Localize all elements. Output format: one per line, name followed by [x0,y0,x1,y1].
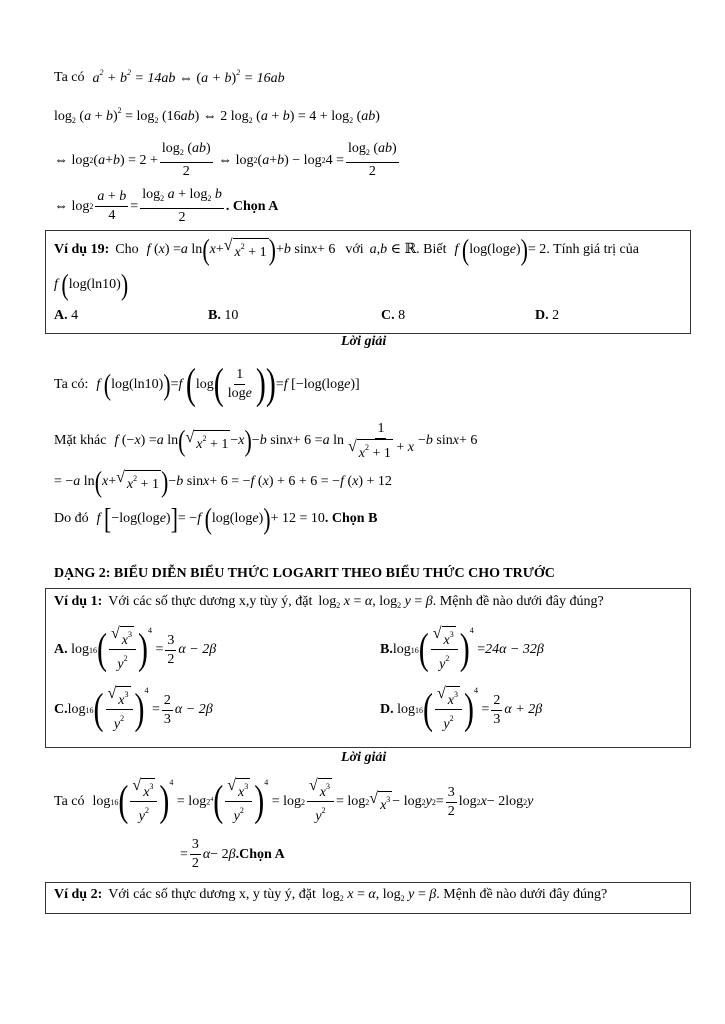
option-c: C. log 16 ( √ $x^3$ $y^2$ ) 4 = $\frac{2}{3}$ α − 2β [54,685,213,734]
solution-1-line-2 [180,836,285,873]
math-expression: log 16 ( √ $x^3$ $y^2$ ) 4 = $\frac{2}{3}$ α − 2β [67,685,213,734]
text-do-do: Do đó [54,511,89,526]
section-heading: DẠNG 2: BIỂU DIỄN BIỂU THỨC LOGARIT THEO BIỂU THỨC CHO TRƯỚC [54,566,555,581]
text-cho: Cho [115,241,139,257]
example-text: Với các số thực dương x,y tùy ý, đặt [108,594,313,609]
option-c: C. 8 [381,308,406,323]
example-19-target [54,267,129,302]
option-a: A. log 16 ( √ $x^3$ $y^2$ ) 4 = $\frac{3}{2}$ α − 2β [54,625,217,674]
text-ta-co: Ta có [54,794,85,809]
equation-line-2 [54,106,380,125]
option-b: B. log 16 ( √ $x^3$ $y^2$ ) 4 = 24α − 32β [380,625,544,674]
math-expression: log 16 ( √ $x^3$ $y^2$ ) 4 = 24α − 32β [392,625,544,674]
math-expression: $\log_2 x = \alpha$, $\log_2 y = \beta$ [318,594,433,610]
math-expression: = $\frac{3}{2}$ α − 2 β [180,837,236,871]
text-ta-co: Ta có [54,69,85,85]
text-voi: với [345,241,364,257]
math-expression: log 16 ( √ $x^3$ $y^2$ ) 4 = log $2^4$ ( √ $x^3$ $y^2$ ) 4 = log 2 √ $x^3$ $y^2$ = log 2 √ $x^3$ − log 2 y 2 = $\frac{3}{2}$ log 2 x − 2log 2 y [92,777,534,826]
answer-choice-a: .Chọn A [235,846,285,862]
option-d: D. log 16 ( √ $x^3$ $y^2$ ) 4 = $\frac{2}{3}$ α + 2β [380,685,543,734]
solution-title: Lời giải [341,334,387,349]
math-expression: a [369,241,377,257]
example-text: Với các số thực dương x, y tùy ý, đặt [108,887,316,902]
math-expression: f ( x ) = a ln ( x + √ $x^2 + 1$ ) + b sin x + 6 [146,231,336,266]
option-b: B. 10 [208,308,239,323]
solution-19-line-4 [54,501,378,536]
math-expression: f (− x ) = a ln ( √ $x^2 + 1$ − x ) − b sin x + 6 = a ln 1 √ $x^2 + 1$ + x − b sin x + 6 [114,421,478,461]
example-19-statement [54,231,639,266]
math-expression: f ( log(log e ) ) = 2 [454,231,547,266]
math-expression: f ( log(ln10) ) = f ( log ( $\frac{1}{\log e}$ ) ) = f [−log(log e )] [96,359,360,408]
math-expression: f ( log(ln10) ) [54,267,129,302]
example-question: . Mệnh đề nào dưới đây đúng? [436,887,608,902]
example-1-statement [54,594,604,610]
math-expression: f [ −log(log e ) ] = − f ( log(log e ) ) + 12 = 10 [96,501,325,536]
solution-title: Lời giải [341,750,387,765]
example-label: Ví dụ 19: [54,241,110,257]
math-expression: log 16 ( √ $x^3$ $y^2$ ) 4 = $\frac{3}{2}$ α − 2β [71,625,217,674]
option-d: D. 2 [535,308,560,323]
example-question: . Mệnh đề nào dưới đây đúng? [432,594,604,609]
math-expression: ⇔ log 2 $\frac{a + b}{4}$ = $\frac{\log_2 a + \log_2 b}{2}$ [54,187,222,225]
answer-choice-b: . Chọn B [324,511,378,526]
option-a: A. 4 [54,308,79,323]
math-expression: log 16 ( √ $x^3$ $y^2$ ) 4 = $\frac{2}{3}$ α + 2β [397,685,543,734]
text-biet: . Biết [416,241,447,257]
equation-line-3 [54,140,401,181]
math-expression: ,b ∈ ℝ [376,242,417,257]
solution-19-line-1 [54,359,360,408]
solution-19-line-2 [54,420,477,462]
equation-line-4 [54,186,278,227]
math-expression: $\log_2 x = \alpha$, $\log_2 y = \beta$ [321,887,437,903]
example-2-statement [54,887,607,903]
text-mat-khac: Mặt khác [54,433,107,448]
math-expression: = − a ln ( x + √ $x^2 + 1$ ) − b sin x + 6 = − f ( x ) + 6 + 6 = − f ( x ) + 12 [54,463,392,498]
equation-line-1 [54,68,285,87]
text-tinh: . Tính giá trị của [546,241,639,257]
answer-choice-a: . Chọn A [225,198,279,214]
solution-19-line-3 [54,463,392,498]
example-label: Ví dụ 1: [54,594,103,609]
math-expression: $a^2 + b^2 = 14ab$ ⇔ $(a + b)^2 = 16ab$ [92,68,285,86]
solution-1-line-1 [54,778,533,826]
text-ta-co: Ta có: [54,376,89,392]
example-label: Ví dụ 2: [54,887,103,902]
math-expression: ⇔ log 2 ( a + b ) = 2 + $\frac{\log_2 (ab)}{2}$ ⇔ log 2 ( a + b ) − log 2 4 = $\frac{\log_2 (ab)}{2}$ [54,141,397,179]
math-expression: $\log_2 (a + b)^2 = \log_2 (16ab)$ ⇔ 2 $\log_2 (a + b) = 4 + \log_2 (ab)$ [54,106,380,125]
